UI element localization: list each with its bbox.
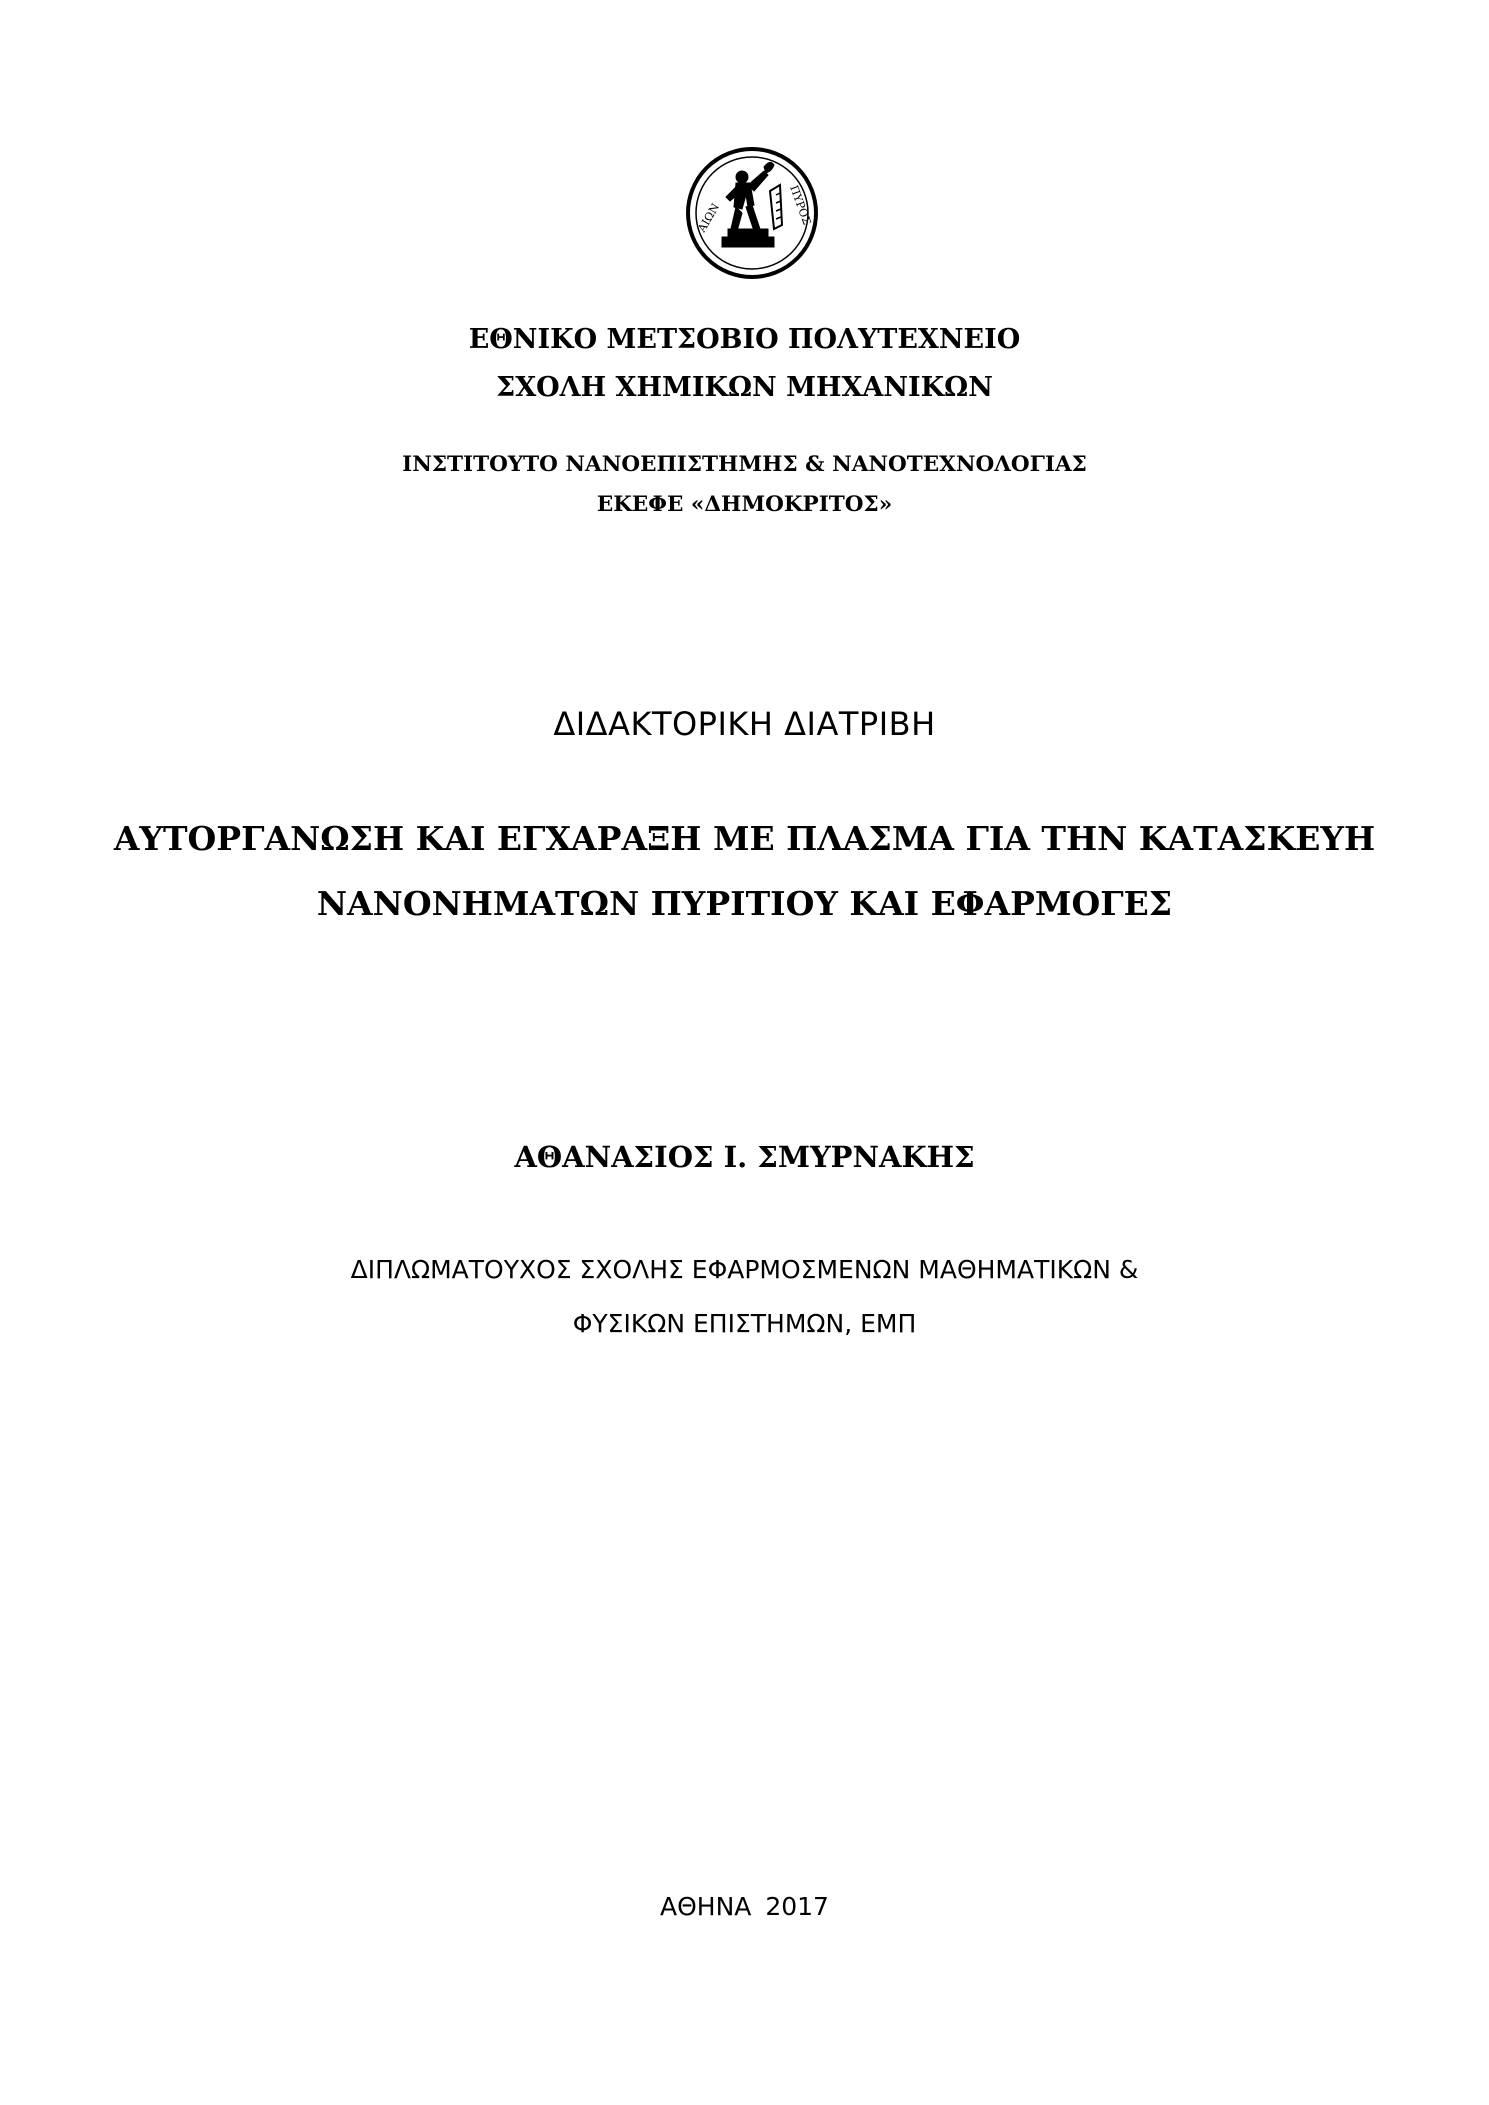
seal-text-left: ΑΙΩΝ bbox=[695, 201, 723, 235]
seal-text-right: ΠΥΡΟΣ bbox=[787, 183, 814, 227]
university-seal-icon bbox=[684, 145, 820, 281]
author-name: ΑΘΑΝΑΣΙΟΣ Ι. ΣΜΥΡΝΑΚΗΣ bbox=[514, 1140, 975, 1174]
document-type: ΔΙΔΑΚΤΟΡΙΚΗ ΔΙΑΤΡΙΒΗ bbox=[553, 705, 936, 743]
school-name: ΣΧΟΛΗ ΧΗΜΙΚΩΝ ΜΗΧΑΝΙΚΩΝ bbox=[496, 372, 993, 403]
institute-name: ΙΝΣΤΙΤΟΥΤΟ ΝΑΝΟΕΠΙΣΤΗΜΗΣ & ΝΑΝΟΤΕΧΝΟΛΟΓΙΑΣ bbox=[402, 452, 1087, 477]
research-center-name: ΕΚΕΦΕ «ΔΗΜΟΚΡΙΤΟΣ» bbox=[596, 492, 893, 517]
author-degree-line-2: ΦΥΣΙΚΩΝ ΕΠΙΣΤΗΜΩΝ, ΕΜΠ bbox=[572, 1309, 917, 1338]
university-name: ΕΘΝΙΚΟ ΜΕΤΣΟΒΙΟ ΠΟΛΥΤΕΧΝΕΙΟ bbox=[468, 324, 1021, 355]
thesis-title-line-2: ΝΑΝΟΝΗΜΑΤΩΝ ΠΥΡΙΤΙΟΥ ΚΑΙ ΕΦΑΡΜΟΓΕΣ bbox=[316, 884, 1173, 923]
author-degree-line-1: ΔΙΠΛΩΜΑΤΟΥΧΟΣ ΣΧΟΛΗΣ ΕΦΑΡΜΟΣΜΕΝΩΝ ΜΑΘΗΜΑΤΙΚΩΝ & bbox=[350, 1255, 1139, 1284]
place-and-year: ΑΘΗΝΑ 2017 bbox=[660, 1892, 829, 1921]
thesis-title-line-1: ΑΥΤΟΡΓΑΝΩΣΗ ΚΑΙ ΕΓΧΑΡΑΞΗ ΜΕ ΠΛΑΣΜΑ ΓΙΑ ΤΗΝ ΚΑΤΑΣΚΕΥΗ bbox=[113, 819, 1376, 858]
